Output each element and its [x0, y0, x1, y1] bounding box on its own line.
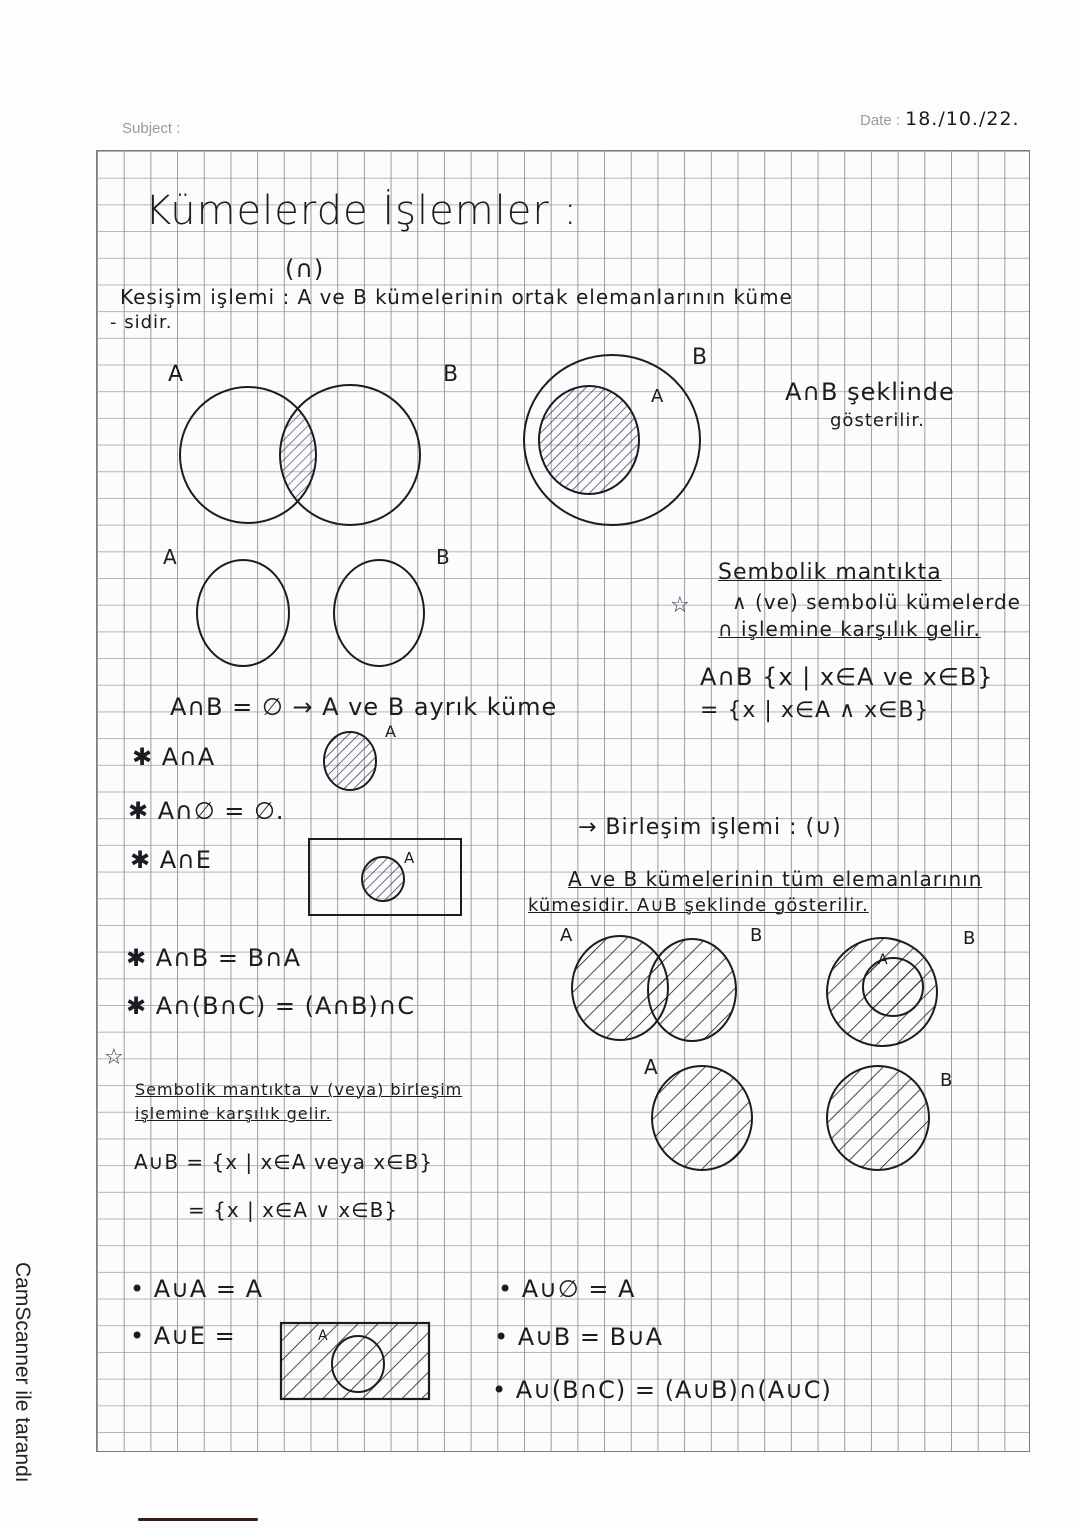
page-edge-mark — [138, 1518, 258, 1521]
union-definition-cont: kümesidir. A∪B şeklinde gösterilir. — [528, 895, 869, 916]
union-disjoint-label-b: B — [940, 1070, 954, 1091]
bullet-icon: • — [130, 1275, 146, 1303]
disjoint-label-b: B — [436, 545, 451, 569]
property-commutative: ✱ A∩B = B∩A — [126, 944, 302, 972]
union-overlap-label-b: B — [750, 925, 764, 946]
venn-intersection-figure — [170, 385, 440, 525]
intersection-formula-cont: = {x | x∈A ∧ x∈B} — [700, 698, 930, 723]
disjoint-note: A∩B = ∅ → A ve B ayrık küme — [170, 693, 558, 721]
star-icon: ☆ — [670, 593, 691, 618]
union-formula: A∪B = {x | x∈A veya x∈B} — [134, 1150, 434, 1174]
union-subset-label-a: A — [878, 952, 889, 968]
union-heading: → Birleşim işlemi : (∪) — [578, 815, 842, 840]
property-a-int-e: ✱ A∩E — [130, 846, 212, 874]
union-definition: A ve B kümelerinin tüm elemanlarının — [568, 867, 983, 891]
venn-label-a: A — [168, 362, 185, 387]
subset-label-a: A — [651, 386, 665, 407]
venn-subset-figure — [522, 352, 702, 532]
property-a-union-e: • A∪E = — [130, 1322, 236, 1350]
bullet-icon: ✱ — [126, 944, 148, 972]
property-a-union-a: • A∪A = A — [130, 1275, 263, 1303]
union-symbolic-line1: Sembolik mantıkta ∨ (veya) birleşim — [135, 1080, 463, 1099]
bullet-icon: ✱ — [132, 743, 154, 771]
union-overlap-label-a: A — [560, 925, 574, 946]
date-field — [860, 108, 1020, 130]
bullet-icon: ✱ — [130, 846, 152, 874]
symbolic-note-line1: Sembolik mantıkta — [718, 560, 942, 585]
bullet-icon: • — [494, 1323, 510, 1351]
union-disjoint-label-a: A — [644, 1055, 659, 1079]
a-int-a-label: A — [385, 722, 397, 741]
property-union-distributive: • A∪(B∩C) = (A∪B)∩(A∪C) — [492, 1376, 832, 1404]
intersection-definition: Kesişim işlemi : A ve B kümelerinin ortak elemanlarının küme — [120, 285, 793, 309]
intersection-definition-cont: - sidir. — [110, 312, 173, 333]
date-value: 18./10./22. — [905, 108, 1020, 130]
a-int-e-label: A — [404, 849, 416, 867]
symbolic-note-line3: ∩ işlemine karşılık gelir. — [718, 617, 981, 641]
date-label: Date : — [860, 112, 901, 129]
union-symbolic-line2: işlemine karşılık gelir. — [135, 1104, 332, 1123]
a-union-e-figure — [280, 1322, 432, 1402]
bullet-icon: ✱ — [128, 797, 150, 825]
scanner-watermark: CamScanner ile tarandı — [11, 1262, 34, 1483]
disjoint-label-a: A — [163, 545, 178, 569]
union-formula-cont: = {x | x∈A ∨ x∈B} — [188, 1198, 399, 1222]
star-icon: ☆ — [104, 1045, 125, 1070]
intersection-symbol: (∩) — [285, 255, 325, 283]
union-subset-label-b: B — [963, 928, 977, 949]
symbolic-note-line2: ∧ (ve) sembolü kümelerde — [732, 590, 1021, 614]
disjoint-sets-figure — [196, 560, 436, 672]
intersection-notation-cont: gösterilir. — [830, 410, 925, 431]
property-a-int-a: ✱ A∩A — [132, 743, 216, 771]
property-a-int-empty: ✱ A∩∅ = ∅. — [128, 797, 285, 825]
page-title: Kümelerde İşlemler : — [145, 188, 579, 234]
a-int-a-figure — [323, 730, 379, 792]
bullet-icon: ✱ — [126, 992, 148, 1020]
venn-label-b: B — [443, 362, 460, 387]
property-associative: ✱ A∩(B∩C) = (A∩B)∩C — [126, 992, 416, 1020]
a-union-e-label: A — [318, 1328, 329, 1344]
a-int-e-figure — [308, 838, 464, 918]
bullet-icon: • — [498, 1275, 514, 1303]
subset-label-b: B — [692, 345, 709, 370]
union-disjoint-figure — [650, 1062, 990, 1172]
property-union-commutative: • A∪B = B∪A — [494, 1323, 664, 1351]
property-a-union-empty: • A∪∅ = A — [498, 1275, 636, 1303]
bullet-icon: • — [492, 1376, 508, 1404]
union-overlap-figure — [570, 935, 750, 1045]
intersection-formula: A∩B {x | x∈A ve x∈B} — [700, 663, 994, 691]
bullet-icon: • — [130, 1322, 146, 1350]
intersection-notation: A∩B şeklinde — [785, 378, 955, 406]
subject-label: Subject : — [122, 120, 181, 137]
